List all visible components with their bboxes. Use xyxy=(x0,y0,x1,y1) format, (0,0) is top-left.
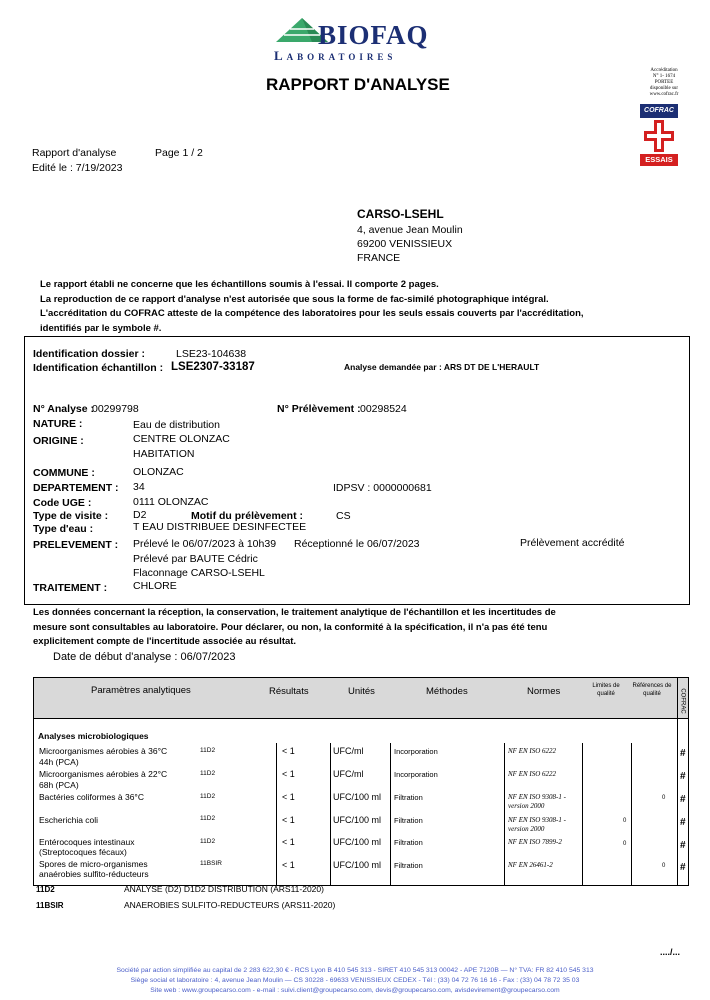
unit: UFC/100 ml xyxy=(333,837,382,847)
result: < 1 xyxy=(282,769,295,779)
col-divider xyxy=(677,718,678,885)
col-divider xyxy=(582,743,583,885)
norm-version: version 2000 xyxy=(508,802,545,810)
origine-label: ORIGINE : xyxy=(33,435,84,447)
nature-value: Eau de distribution xyxy=(133,419,220,431)
departement-label: DEPARTEMENT : xyxy=(33,482,119,494)
brand-subtitle: Laboratoires xyxy=(274,48,397,63)
result: < 1 xyxy=(282,746,295,756)
flaconnage: Flaconnage CARSO-LSEHL xyxy=(133,567,265,579)
accreditation-line: www.cofrac.fr xyxy=(649,92,679,97)
brand-name: BIOFAQ xyxy=(318,20,429,50)
dossier-value: LSE23-104638 xyxy=(176,348,247,360)
notice-line: identifiés par le symbole #. xyxy=(40,322,162,334)
legend-code: 11D2 xyxy=(36,885,55,894)
param-code: 11BSIR xyxy=(200,860,222,867)
cofrac-label: COFRAC xyxy=(640,104,678,118)
unit: UFC/100 ml xyxy=(333,792,382,802)
recipient-country: FRANCE xyxy=(357,252,401,264)
method: Filtration xyxy=(394,838,423,847)
param-name: Bactéries coliformes à 36°C xyxy=(39,792,144,802)
cofrac-logo xyxy=(640,104,678,166)
notice-line: L'accréditation du COFRAC atteste de la compétence des laboratoires pour les seuls essais couverts par l'accréditation, xyxy=(40,308,584,319)
eau-value: T EAU DISTRIBUEE DESINFECTEE xyxy=(133,521,307,533)
header-norms: Normes xyxy=(527,686,561,697)
accreditation-block xyxy=(636,68,692,98)
analysis-table xyxy=(33,677,689,886)
method: Filtration xyxy=(394,793,423,802)
header-divider xyxy=(677,678,678,718)
dossier-label: Identification dossier : xyxy=(33,348,146,360)
unit: UFC/100 ml xyxy=(333,860,382,870)
result: < 1 xyxy=(282,815,295,825)
uge-value: 0111 OLONZAC xyxy=(133,496,209,508)
col-divider xyxy=(504,743,505,885)
accreditation-line: Accréditation xyxy=(650,68,678,73)
reference-value: 0 xyxy=(662,863,666,869)
param-code: 11D2 xyxy=(200,793,216,800)
commune-value: OLONZAC xyxy=(133,466,184,478)
accreditation-line: N° 1- 1674 xyxy=(652,74,676,79)
report-label: Rapport d'analyse xyxy=(32,147,117,159)
param-code: 11D2 xyxy=(200,747,216,754)
prelevement-no-label: N° Prélèvement : xyxy=(277,403,361,415)
method: Incorporation xyxy=(394,770,438,779)
prelevement-by: Prélevé par BAUTE Cédric xyxy=(133,553,258,565)
unit: UFC/ml xyxy=(333,746,364,756)
eau-label: Type d'eau : xyxy=(33,523,94,534)
footer-line: Siège social et laboratoire : 4, avenue Jean Moulin — CS 30228 - 69633 VENISSIEUX CEDEX - Tél : (33) 04 72 76 16 16 - Fax : (33) 04 78 72 35 03 xyxy=(130,977,580,984)
col-divider xyxy=(330,743,331,885)
traitement-value: CHLORE xyxy=(133,580,177,592)
param-name-2: 68h (PCA) xyxy=(39,780,79,790)
cofrac-mark: # xyxy=(680,840,686,851)
analysis-start-date: Date de début d'analyse : 06/07/2023 xyxy=(53,651,236,663)
method: Filtration xyxy=(394,816,423,825)
param-name: Microorganismes aérobies à 22°C xyxy=(39,769,168,779)
header-units: Unités xyxy=(348,686,375,697)
cofrac-mark: # xyxy=(680,748,686,759)
continuation-mark: ..../... xyxy=(660,947,681,957)
footer-line: Société par action simplifiée au capital de 2 283 622,30 € - RCS Lyon B 410 545 313 - SIRET 410 545 313 00042 - APE 7120B — N° TVA: FR 82 410 545 313 xyxy=(116,967,594,974)
col-divider xyxy=(276,743,277,885)
param-name-2: 44h (PCA) xyxy=(39,757,79,767)
norm: NF EN ISO 6222 xyxy=(508,770,557,778)
norm: NF EN ISO 6222 xyxy=(508,747,557,755)
commune-label: COMMUNE : xyxy=(33,467,95,479)
cofrac-mark: # xyxy=(680,817,686,828)
result: < 1 xyxy=(282,860,295,870)
idpsv: IDPSV : 0000000681 xyxy=(333,482,432,494)
norm: NF EN ISO 7899-2 xyxy=(508,838,562,846)
limit-value: 0 xyxy=(623,841,627,847)
col-divider xyxy=(390,743,391,885)
header-methods: Méthodes xyxy=(426,686,468,697)
legend-code: 11BSIR xyxy=(36,901,64,910)
data-notice-line: Les données concernant la réception, la conservation, le traitement analytique de l'échantillon et les incertitudes de xyxy=(33,607,556,618)
legal-notices xyxy=(40,278,584,336)
motif-value: CS xyxy=(336,510,351,522)
prelevement-accredite: Prélèvement accrédité xyxy=(520,537,625,549)
recipient-address2: 69200 VENISSIEUX xyxy=(357,238,453,250)
method: Filtration xyxy=(394,861,423,870)
prelevement-no-value: 00298524 xyxy=(360,403,407,415)
norm: NF EN ISO 9308-1 - xyxy=(508,816,566,824)
unit: UFC/ml xyxy=(333,769,364,779)
origine-value1: CENTRE OLONZAC xyxy=(133,433,230,445)
param-name: Spores de micro-organismes xyxy=(39,859,148,869)
notice-line: La reproduction de ce rapport d'analyse n'est autorisée que sous la forme de fac-similé photographique intégral. xyxy=(40,293,549,305)
param-code: 11D2 xyxy=(200,838,216,845)
cofrac-mark: # xyxy=(680,771,686,782)
cofrac-mark: # xyxy=(680,794,686,805)
visite-value: D2 xyxy=(133,509,147,521)
nature-label: NATURE : xyxy=(33,418,83,430)
param-code: 11D2 xyxy=(200,815,216,822)
reception-date: Réceptionné le 06/07/2023 xyxy=(294,538,420,550)
edit-date: Edité le : 7/19/2023 xyxy=(32,162,123,174)
data-notice-line: explicitement compte de l'incertitude associée au résultat. xyxy=(33,636,297,647)
norm-version: version 2000 xyxy=(508,825,545,833)
notice-line: Le rapport établi ne concerne que les échantillons soumis à l'essai. Il comporte 2 pages. xyxy=(40,279,439,290)
method: Incorporation xyxy=(394,747,438,756)
unit: UFC/100 ml xyxy=(333,815,382,825)
requested-by: Analyse demandée par : ARS DT DE L'HERAULT xyxy=(344,362,540,372)
analyse-value: 00299798 xyxy=(92,403,139,415)
section-title: Analyses microbiologiques xyxy=(38,731,149,741)
origine-value2: HABITATION xyxy=(133,448,195,460)
param-name-2: (Streptocoques fécaux) xyxy=(39,847,127,857)
traitement-label: TRAITEMENT : xyxy=(33,582,108,594)
header-results: Résultats xyxy=(269,686,309,697)
essais-label: ESSAIS xyxy=(640,154,678,166)
footer-line: Site web : www.groupecarso.com - e-mail : suivi.client@groupecarso.com, devis@groupecarso.com, avisdevirement@groupecarso.com xyxy=(150,987,560,994)
data-notice xyxy=(33,606,556,650)
recipient-address1: 4, avenue Jean Moulin xyxy=(357,224,463,236)
sample-info-frame xyxy=(24,336,690,605)
analyse-label: N° Analyse : xyxy=(33,403,94,415)
header-cofrac: COFRAC xyxy=(679,688,686,714)
param-name: Escherichia coli xyxy=(39,815,99,825)
recipient-name: CARSO-LSEHL xyxy=(357,207,444,221)
col-divider xyxy=(631,743,632,885)
echantillon-value: LSE2307-33187 xyxy=(171,361,255,373)
cofrac-emblem-icon xyxy=(644,120,674,152)
param-code: 11D2 xyxy=(200,770,216,777)
cofrac-mark: # xyxy=(680,862,686,873)
result: < 1 xyxy=(282,792,295,802)
header-refs: Références de qualité xyxy=(632,683,672,697)
report-title: RAPPORT D'ANALYSE xyxy=(266,75,450,94)
uge-label: Code UGE : xyxy=(33,497,92,509)
accreditation-line: PORTEE xyxy=(654,80,674,85)
prelevement-date: Prélevé le 06/07/2023 à 10h39 xyxy=(133,538,277,550)
accreditation-line: disponible sur xyxy=(649,86,679,91)
legend-text: ANALYSE (D2) D1D2 DISTRIBUTION (ARS11-2020) xyxy=(124,884,324,894)
visite-label: Type de visite : xyxy=(33,510,109,521)
reference-value: 0 xyxy=(662,795,666,801)
prelevement-label: PRELEVEMENT : xyxy=(33,539,119,551)
company-footer xyxy=(0,966,710,996)
departement-value: 34 xyxy=(133,481,145,493)
param-name-2: anaérobies sulfito-réducteurs xyxy=(39,869,149,879)
limit-value: 0 xyxy=(623,818,627,824)
page-number: Page 1 / 2 xyxy=(155,147,203,159)
header-limits: Limites de qualité xyxy=(592,683,620,697)
data-notice-line: mesure sont consultables au laboratoire. Pour déclarer, ou non, la conformité à la spécification, il n'a pas été tenu xyxy=(33,621,548,633)
norm: NF EN ISO 9308-1 - xyxy=(508,793,566,801)
result: < 1 xyxy=(282,837,295,847)
legend-text: ANAEROBIES SULFITO-REDUCTEURS (ARS11-2020) xyxy=(124,900,336,910)
param-name: Entérocoques intestinaux xyxy=(39,837,135,847)
motif-label: Motif du prélèvement : xyxy=(191,510,304,521)
echantillon-label: Identification échantillon : xyxy=(33,362,164,374)
param-name: Microorganismes aérobies à 36°C xyxy=(39,746,168,756)
header-params: Paramètres analytiques xyxy=(91,685,191,696)
norm: NF EN 26461-2 xyxy=(508,861,553,869)
